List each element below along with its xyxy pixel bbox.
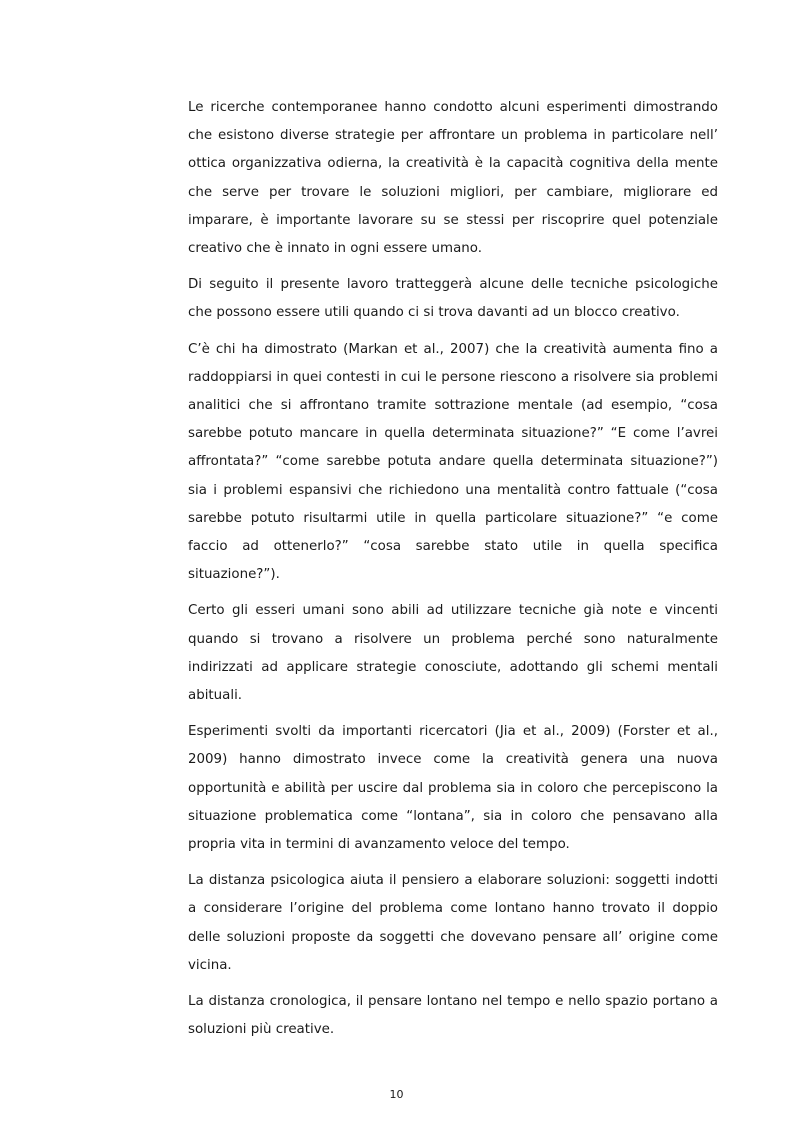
paragraph-2: Di seguito il presente lavoro tratteggerà alcune delle tecniche psicologiche che possono essere utili quando ci si trova davanti ad un blocco creativo. xyxy=(188,277,718,321)
paragraph-1: Le ricerche contemporanee hanno condotto alcuni esperimenti dimostrando che esistono diverse strategie per affrontare un problema in particolare nell’ ottica organizzativa odierna, la creatività è la capacità cognitiva della mente che serve per trovare le soluzioni migliori, per cambiare, migliorare ed imparare, è importante lavorare su se stessi per riscoprire quel potenziale creativo che è innato in ogni essere umano. xyxy=(188,100,718,257)
paragraph-4: Certo gli esseri umani sono abili ad utilizzare tecniche già note e vincenti quando si trovano a risolvere un problema perché sono naturalmente indirizzati ad applicare strategie conosciute, adottando gli schemi mentali abituali. xyxy=(188,603,718,704)
paragraph-5: Esperimenti svolti da importanti ricercatori (Jia et al., 2009) (Forster et al., 2009) hanno dimostrato invece come la creatività genera una nuova opportunità e abilità per uscire dal problema sia in coloro che percepiscono la situazione problematica come “lontana”, sia in coloro che pensavano alla propria vita in termini di avanzamento veloce del tempo. xyxy=(188,724,718,853)
paragraph-6: La distanza psicologica aiuta il pensiero a elaborare soluzioni: soggetti indotti a considerare l’origine del problema come lontano hanno trovato il doppio delle soluzioni proposte da soggetti che dovevano pensare all’ origine come vicina. xyxy=(188,873,718,973)
paragraph-3: C’è chi ha dimostrato (Markan et al., 2007) che la creatività aumenta fino a raddoppiarsi in quei contesti in cui le persone riescono a risolvere sia problemi analitici che si affrontano tramite sottrazione mentale (ad esempio, “cosa sarebbe potuto mancare in quella determinata situazione?” “E come l’avrei affrontata?” “come sarebbe potuta andare quella determinata situazione?”) sia i problemi espansivi che richiedono una mentalità contro fattuale (“cosa sarebbe potuto risultarmi utile in quella particolare situazione?” “e come faccio ad ottenerlo?” “cosa sarebbe stato utile in quella specifica situazione?”). xyxy=(188,341,718,583)
body-text xyxy=(188,94,718,1053)
paragraph-7: La distanza cronologica, il pensare lontano nel tempo e nello spazio portano a soluzioni più creative. xyxy=(188,994,718,1038)
page-number: 10 xyxy=(389,1088,404,1101)
